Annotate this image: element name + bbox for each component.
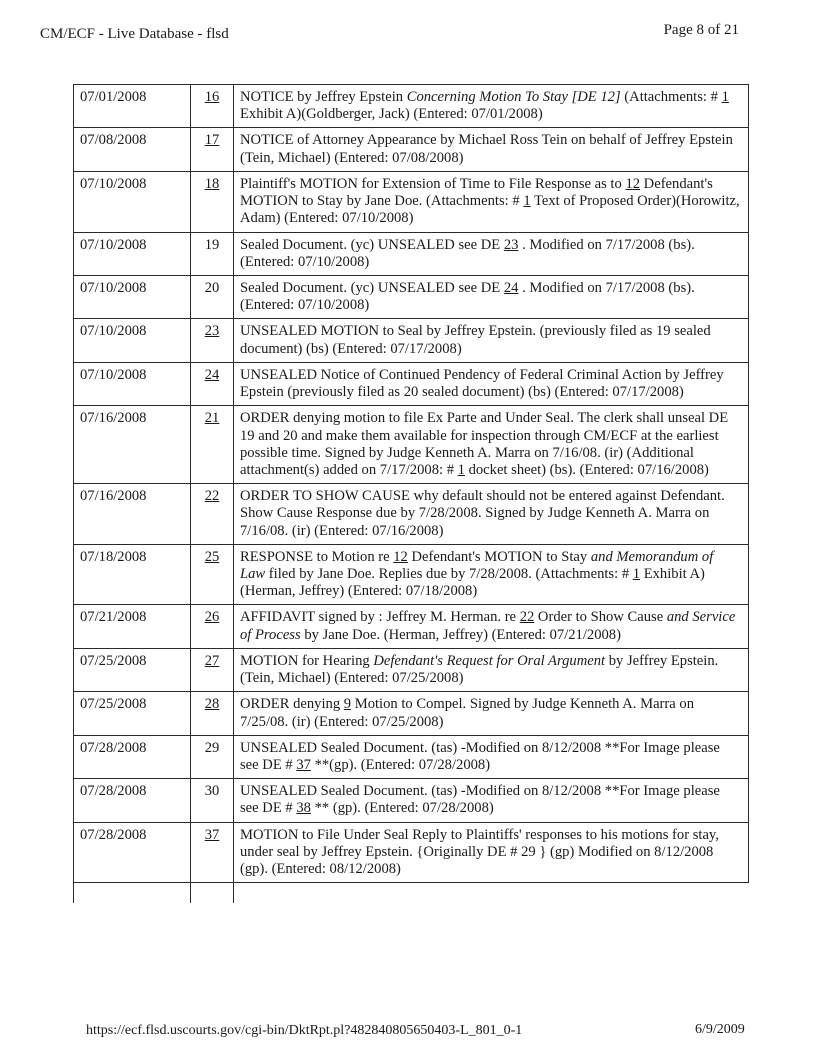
entry-text: ORDER denying 9 Motion to Compel. Signed by Judge Kenneth A. Marra on 7/25/08. (ir) (Entered: 07/25/2008): [234, 692, 749, 735]
docket-ref-link[interactable]: 12: [625, 175, 641, 192]
entry-text: Plaintiff's MOTION for Extension of Time to File Response as to 12 Defendant's MOTION to Stay by Jane Doe. (Attachments: # 1 Text of Proposed Order)(Horowitz, Adam) (Entered: 07/10/2008): [234, 171, 749, 232]
entry-number-link[interactable]: 27: [204, 652, 220, 669]
docket-ref-link[interactable]: 9: [343, 696, 352, 713]
entry-number-link[interactable]: 17: [204, 132, 220, 149]
docket-entry: [74, 822, 749, 883]
entry-text: ORDER denying motion to file Ex Parte and Under Seal. The clerk shall unseal DE 19 and 20 and make them available for inspection through CM/ECF at the earliest possible time. Signed by Judge Kenneth A. Marra on 7/16/08. (ir) (Additional attachment(s) added on 7/17/2008: # 1 docket sheet) (bs). (Entered: 07/16/2008): [234, 406, 749, 484]
docket-entry: [74, 692, 749, 735]
docket-entry: [74, 484, 749, 545]
footer-url: https://ecf.flsd.uscourts.gov/cgi-bin/DktRpt.pl?482840805650403-L_801_0-1: [86, 1023, 523, 1038]
docket-entry: [74, 128, 749, 171]
entry-number: 20: [204, 279, 220, 296]
entry-number-link[interactable]: 28: [204, 696, 220, 713]
entry-date: 07/10/2008: [74, 171, 191, 232]
docket-entry: [74, 735, 749, 778]
entry-date: 07/28/2008: [74, 822, 191, 883]
entry-text: MOTION for Hearing Defendant's Request for Oral Argument by Jeffrey Epstein. (Tein, Michael) (Entered: 07/25/2008): [234, 648, 749, 691]
page-number: Page 8 of 21: [663, 22, 739, 38]
entry-date: 07/10/2008: [74, 362, 191, 405]
docket-entry: [74, 362, 749, 405]
docket-entry: [74, 605, 749, 648]
entry-text: UNSEALED MOTION to Seal by Jeffrey Epstein. (previously filed as 19 sealed document) (bs) (Entered: 07/17/2008): [234, 319, 749, 362]
entry-date: 07/28/2008: [74, 779, 191, 822]
entry-number-link[interactable]: 21: [204, 410, 220, 427]
entry-text: Sealed Document. (yc) UNSEALED see DE 23 . Modified on 7/17/2008 (bs). (Entered: 07/10/2008): [234, 232, 749, 275]
entry-date: 07/10/2008: [74, 319, 191, 362]
entry-number: 30: [204, 783, 220, 800]
docket-entry: [74, 232, 749, 275]
entry-number-link[interactable]: 25: [204, 548, 220, 565]
entry-date: 07/25/2008: [74, 648, 191, 691]
attachment-link[interactable]: 1: [523, 193, 531, 210]
entry-text: NOTICE by Jeffrey Epstein Concerning Motion To Stay [DE 12] (Attachments: # 1 Exhibit A)(Goldberger, Jack) (Entered: 07/01/2008): [234, 85, 749, 128]
page-header-title: CM/ECF - Live Database - flsd: [40, 26, 229, 42]
entry-date: 07/16/2008: [74, 406, 191, 484]
entry-text: UNSEALED Sealed Document. (tas) -Modified on 8/12/2008 **For Image please see DE # 37 **(gp). (Entered: 07/28/2008): [234, 735, 749, 778]
entry-text: UNSEALED Notice of Continued Pendency of Federal Criminal Action by Jeffrey Epstein (previously filed as 20 sealed document) (bs) (Entered: 07/17/2008): [234, 362, 749, 405]
docket-entry: [74, 648, 749, 691]
docket-table: [73, 84, 749, 903]
entry-date: 07/18/2008: [74, 544, 191, 605]
entry-date: 07/08/2008: [74, 128, 191, 171]
entry-text: Sealed Document. (yc) UNSEALED see DE 24 . Modified on 7/17/2008 (bs). (Entered: 07/10/2008): [234, 275, 749, 318]
docket-ref-link[interactable]: 12: [393, 548, 408, 565]
docket-entry: [74, 171, 749, 232]
docket-entry: [74, 319, 749, 362]
docket-ref-link[interactable]: 24: [503, 279, 519, 296]
entry-text: NOTICE of Attorney Appearance by Michael Ross Tein on behalf of Jeffrey Epstein (Tein, Michael) (Entered: 07/08/2008): [234, 128, 749, 171]
entry-text: MOTION to File Under Seal Reply to Plaintiffs' responses to his motions for stay, under seal by Jeffrey Epstein. {Originally DE # 29 } (gp) Modified on 8/12/2008 (gp). (Entered: 08/12/2008): [234, 822, 749, 883]
entry-date: 07/10/2008: [74, 232, 191, 275]
entry-number-link[interactable]: 37: [204, 826, 220, 843]
entry-date: 07/28/2008: [74, 735, 191, 778]
entry-date: 07/01/2008: [74, 85, 191, 128]
docket-entry: [74, 85, 749, 128]
attachment-link[interactable]: 1: [632, 566, 641, 583]
docket-entry: [74, 544, 749, 605]
docket-ref-link[interactable]: 38: [296, 800, 311, 817]
docket-ref-link[interactable]: 23: [503, 236, 519, 253]
docket-ref-link[interactable]: 22: [519, 609, 535, 626]
attachment-link[interactable]: 1: [457, 461, 465, 478]
entry-text: ORDER TO SHOW CAUSE why default should not be entered against Defendant. Show Cause Response due by 7/28/2008. Signed by Judge Kenneth A. Marra on 7/16/08. (ir) (Entered: 07/16/2008): [234, 484, 749, 545]
entry-date: 07/10/2008: [74, 275, 191, 318]
entry-number-link[interactable]: 18: [204, 175, 220, 192]
docket-entry: [74, 275, 749, 318]
entry-number-link[interactable]: 22: [204, 488, 220, 505]
entry-number-link[interactable]: 16: [204, 89, 220, 105]
entry-number-link[interactable]: 26: [204, 609, 220, 626]
docket-entry: [74, 779, 749, 822]
entry-date: 07/25/2008: [74, 692, 191, 735]
entry-text: RESPONSE to Motion re 12 Defendant's MOTION to Stay and Memorandum of Law filed by Jane Doe. Replies due by 7/28/2008. (Attachments: # 1 Exhibit A)(Herman, Jeffrey) (Entered: 07/18/2008): [234, 544, 749, 605]
entry-text: UNSEALED Sealed Document. (tas) -Modified on 8/12/2008 **For Image please see DE # 38 ** (gp). (Entered: 07/28/2008): [234, 779, 749, 822]
table-continuation: [74, 883, 749, 904]
entry-number: 19: [204, 236, 220, 253]
entry-text: AFFIDAVIT signed by : Jeffrey M. Herman. re 22 Order to Show Cause and Service of Process by Jane Doe. (Herman, Jeffrey) (Entered: 07/21/2008): [234, 605, 749, 648]
entry-number-link[interactable]: 23: [204, 323, 220, 340]
attachment-link[interactable]: 1: [721, 89, 729, 105]
entry-date: 07/16/2008: [74, 484, 191, 545]
entry-number-link[interactable]: 24: [204, 366, 220, 383]
docket-entry: [74, 406, 749, 484]
entry-date: 07/21/2008: [74, 605, 191, 648]
entry-number: 29: [204, 739, 220, 756]
docket-ref-link[interactable]: 37: [296, 757, 311, 773]
footer-date: 6/9/2009: [695, 1022, 745, 1037]
